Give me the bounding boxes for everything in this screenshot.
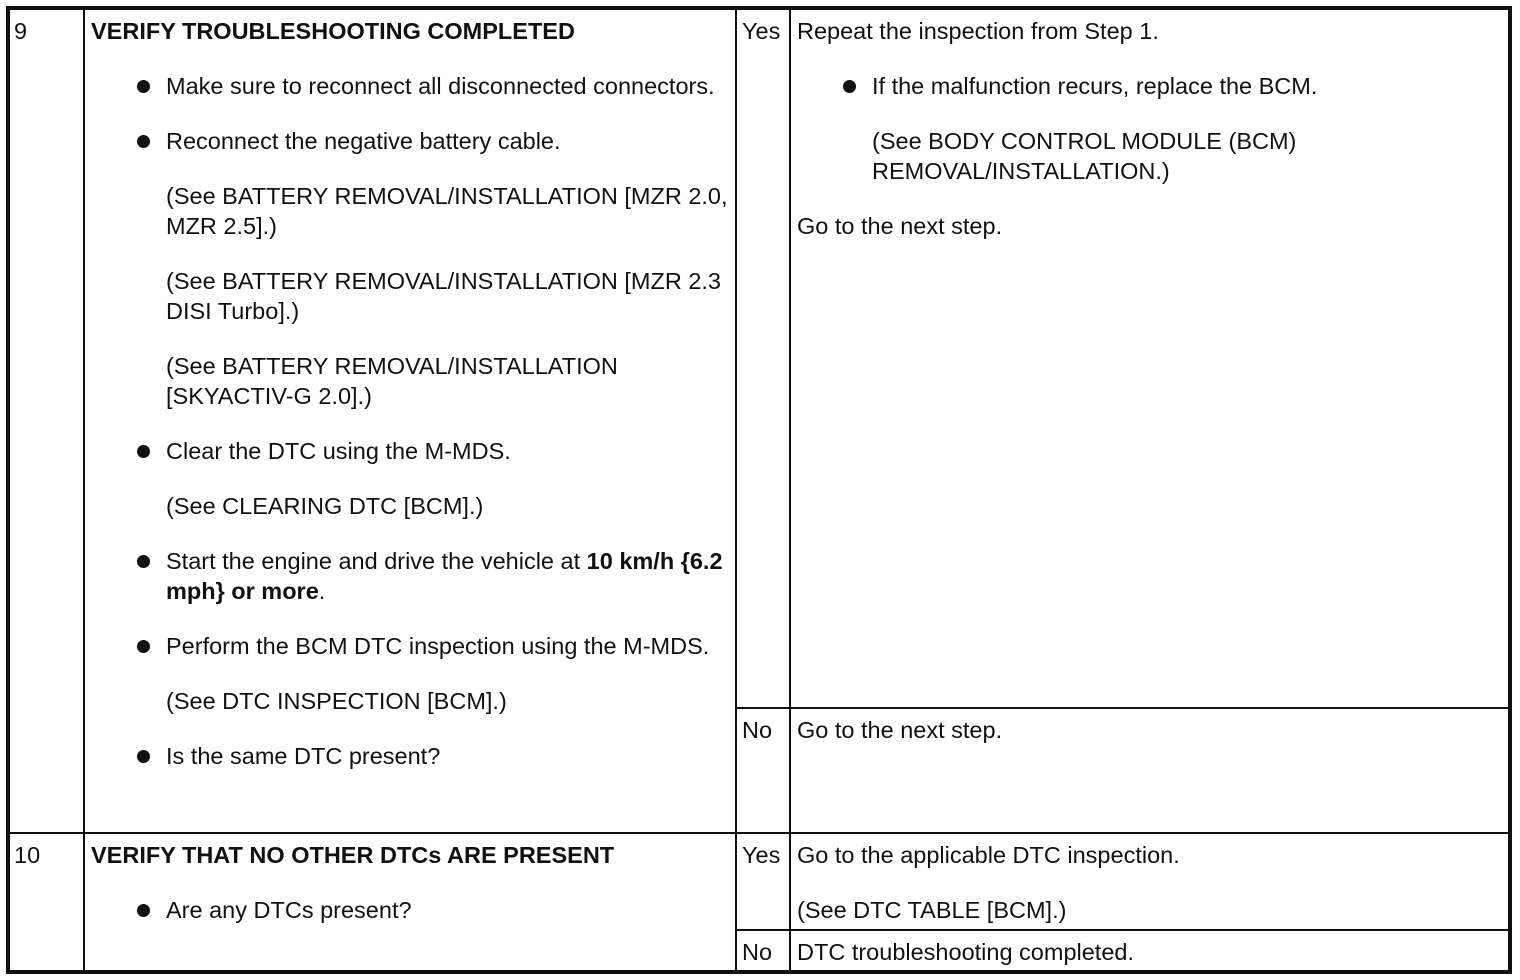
action-no-cell bbox=[790, 930, 1510, 972]
inspection-cell bbox=[84, 833, 736, 972]
action-yes-cell bbox=[790, 8, 1510, 708]
reference-link[interactable]: (See BODY CONTROL MODULE (BCM) REMOVAL/INSTALLATION.) bbox=[872, 128, 1297, 184]
step-10-row-yes bbox=[8, 833, 1510, 930]
step-heading: VERIFY THAT NO OTHER DTCs ARE PRESENT bbox=[91, 842, 615, 868]
answer-no: No bbox=[736, 708, 790, 833]
list-item: Make sure to reconnect all disconnected connectors. bbox=[91, 71, 735, 101]
reference-link[interactable]: (See BATTERY REMOVAL/INSTALLATION [SKYACTIV-G 2.0].) bbox=[166, 353, 618, 409]
answer-yes: Yes bbox=[736, 833, 790, 930]
step-number: 9 bbox=[14, 18, 28, 44]
step-number: 10 bbox=[14, 842, 41, 868]
reference-link[interactable]: (See CLEARING DTC [BCM].) bbox=[166, 493, 484, 519]
step-number-cell bbox=[8, 833, 84, 972]
action-text: DTC troubleshooting completed. bbox=[797, 939, 1135, 965]
list-item: Are any DTCs present? bbox=[91, 895, 735, 925]
list-item: Perform the BCM DTC inspection using the M-MDS. bbox=[91, 631, 735, 661]
list-item: Start the engine and drive the vehicle at 10 km/h {6.2 mph} or more. bbox=[91, 546, 735, 606]
list-item: Reconnect the negative battery cable. bbox=[91, 126, 735, 156]
step-heading: VERIFY TROUBLESHOOTING COMPLETED bbox=[91, 18, 575, 44]
reference-link[interactable]: (See DTC TABLE [BCM].) bbox=[797, 897, 1067, 923]
troubleshooting-table bbox=[6, 6, 1512, 974]
reference-link[interactable]: (See DTC INSPECTION [BCM].) bbox=[166, 688, 507, 714]
action-text: Go to the applicable DTC inspection. bbox=[797, 842, 1180, 868]
reference-link[interactable]: (See BATTERY REMOVAL/INSTALLATION [MZR 2.0, MZR 2.5].) bbox=[166, 183, 728, 239]
action-yes-cell bbox=[790, 833, 1510, 930]
action-text: Repeat the inspection from Step 1. bbox=[797, 18, 1159, 44]
step-9-row-yes bbox=[8, 8, 1510, 708]
answer-yes: Yes bbox=[736, 8, 790, 708]
action-text: Go to the next step. bbox=[797, 213, 1003, 239]
inspection-cell bbox=[84, 8, 736, 833]
answer-no: No bbox=[736, 930, 790, 972]
reference-link[interactable]: (See BATTERY REMOVAL/INSTALLATION [MZR 2.3 DISI Turbo].) bbox=[166, 268, 722, 324]
action-no-cell bbox=[790, 708, 1510, 833]
list-item: Is the same DTC present? bbox=[91, 741, 735, 771]
list-item: If the malfunction recurs, replace the BCM. bbox=[797, 71, 1508, 101]
step-number-cell bbox=[8, 8, 84, 833]
list-item: Clear the DTC using the M-MDS. bbox=[91, 436, 735, 466]
action-text: Go to the next step. bbox=[797, 717, 1003, 743]
speed-value: 10 km/h {6.2 mph} or more bbox=[166, 548, 723, 604]
